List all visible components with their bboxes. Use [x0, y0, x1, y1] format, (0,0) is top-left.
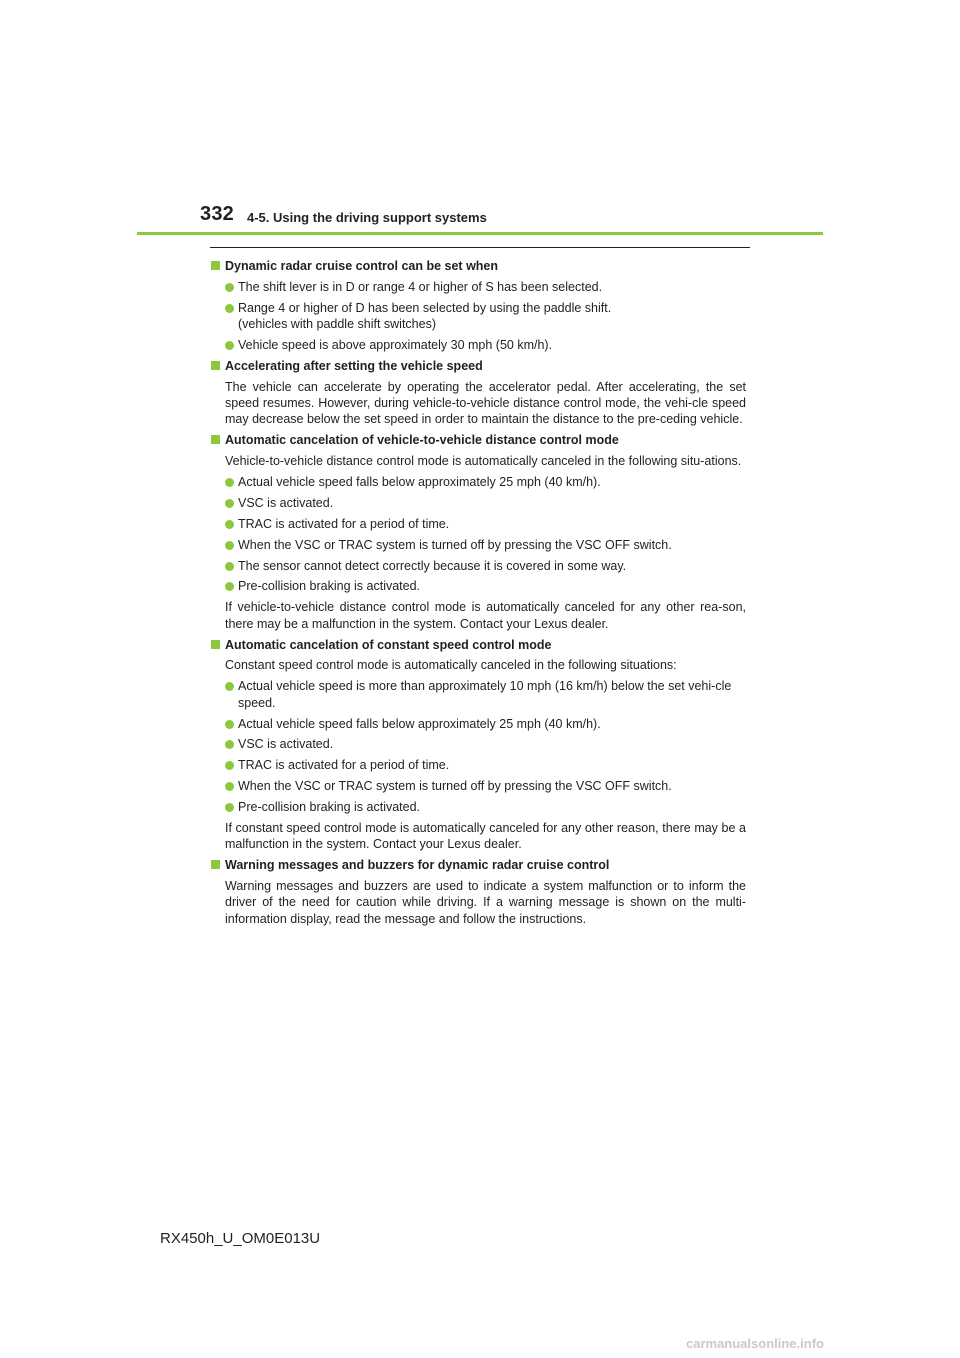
- bullet-text: Pre-collision braking is activated.: [238, 800, 421, 815]
- heading-text: Automatic cancelation of constant speed control mode: [225, 637, 552, 652]
- heading-text: Dynamic radar cruise control can be set when: [225, 259, 499, 273]
- bullet-text: The shift lever is in D or range 4 or higher of S has been selected.: [238, 279, 603, 294]
- para-text: The vehicle can accelerate by operating the accelerator pedal. After accelerating, the set speed resumes. However, during vehicle-to-vehicle distance control mode, the vehi-cle speed may decrease below the set speed in order to maintain the distance to the pre-ceding vehicle.: [225, 379, 746, 427]
- circle-bullet-icon: [225, 499, 234, 508]
- bullet-text: The sensor cannot detect correctly because it is covered in some way.: [238, 558, 627, 573]
- circle-bullet-icon: [225, 478, 234, 487]
- bullet-text: VSC is activated.: [238, 495, 334, 510]
- square-bullet-icon: [211, 261, 220, 270]
- circle-bullet-icon: [225, 562, 234, 571]
- section-heading: [210, 358, 746, 374]
- paragraph: [210, 878, 746, 927]
- bullet-item: [210, 516, 746, 532]
- paragraph: [210, 453, 746, 469]
- square-bullet-icon: [211, 361, 220, 370]
- bullet-item: [210, 736, 746, 752]
- bullet-item: [210, 678, 746, 711]
- section-heading: [210, 637, 746, 653]
- bullet-item: [210, 495, 746, 511]
- circle-bullet-icon: [225, 720, 234, 729]
- bullet-item: [210, 558, 746, 574]
- watermark: carmanualsonline.info: [686, 1336, 824, 1351]
- bullet-item: [210, 537, 746, 553]
- bullet-item: [210, 799, 746, 815]
- heading-text: Accelerating after setting the vehicle speed: [225, 358, 483, 373]
- section-heading: [210, 258, 746, 274]
- bullet-text: When the VSC or TRAC system is turned off by pressing the VSC OFF switch.: [238, 537, 672, 552]
- bullet-text: Actual vehicle speed is more than approximately 10 mph (16 km/h) below the set vehi-cle speed.: [238, 679, 732, 710]
- circle-bullet-icon: [225, 582, 234, 591]
- document-code: RX450h_U_OM0E013U: [160, 1230, 321, 1247]
- content-body: [210, 258, 746, 932]
- bullet-text: TRAC is activated for a period of time.: [238, 758, 450, 773]
- bullet-text: Pre-collision braking is activated.: [238, 579, 421, 594]
- bullet-text: VSC is activated.: [238, 737, 334, 752]
- para-text: Vehicle-to-vehicle distance control mode is automatically canceled in the following situ-ations.: [225, 454, 742, 469]
- bullet-text: Actual vehicle speed falls below approximately 25 mph (40 km/h).: [238, 716, 601, 731]
- bullet-item: [210, 337, 746, 353]
- circle-bullet-icon: [225, 341, 234, 350]
- circle-bullet-icon: [225, 803, 234, 812]
- circle-bullet-icon: [225, 682, 234, 691]
- circle-bullet-icon: [225, 761, 234, 770]
- bullet-text: When the VSC or TRAC system is turned off by pressing the VSC OFF switch.: [238, 779, 672, 794]
- circle-bullet-icon: [225, 520, 234, 529]
- circle-bullet-icon: [225, 782, 234, 791]
- bullet-item: [210, 778, 746, 794]
- bullet-text: Actual vehicle speed falls below approximately 25 mph (40 km/h).: [238, 475, 601, 490]
- para-text: Constant speed control mode is automatically canceled in the following situations:: [225, 658, 677, 673]
- paragraph: [210, 657, 746, 673]
- circle-bullet-icon: [225, 541, 234, 550]
- section-heading: [210, 857, 746, 873]
- paragraph: [210, 379, 746, 428]
- para-text: Warning messages and buzzers are used to indicate a system malfunction or to inform the driver of the need for caution while driving. If a warning message is shown on the multi-information display, read the message and follow the instructions.: [225, 879, 746, 926]
- heading-text: Warning messages and buzzers for dynamic radar cruise control: [225, 858, 610, 873]
- bullet-item: [210, 757, 746, 773]
- para-text: If vehicle-to-vehicle distance control mode is automatically canceled for any other rea-son, there may be a malfunction in the system. Contact your Lexus dealer.: [225, 600, 746, 631]
- bullet-text: Vehicle speed is above approximately 30 mph (50 km/h).: [238, 337, 553, 352]
- circle-bullet-icon: [225, 304, 234, 313]
- square-bullet-icon: [211, 435, 220, 444]
- paragraph: [210, 820, 746, 853]
- paragraph: [210, 599, 746, 632]
- bullet-text: TRAC is activated for a period of time.: [238, 516, 450, 531]
- bullet-item: [210, 716, 746, 732]
- bullet-item: [210, 279, 746, 295]
- heading-text: Automatic cancelation of vehicle-to-vehicle distance control mode: [225, 433, 619, 448]
- section-heading: [210, 432, 746, 448]
- circle-bullet-icon: [225, 740, 234, 749]
- square-bullet-icon: [211, 640, 220, 649]
- content-rule: [210, 247, 750, 248]
- bullet-item: [210, 474, 746, 490]
- section-title: 4-5. Using the driving support systems: [247, 210, 487, 225]
- bullet-item: [210, 300, 746, 333]
- circle-bullet-icon: [225, 283, 234, 292]
- page-number: 332: [200, 203, 234, 225]
- para-text: If constant speed control mode is automatically canceled for any other reason, there may be a malfunction in the system. Contact your Lexus dealer.: [225, 820, 746, 852]
- square-bullet-icon: [211, 860, 220, 869]
- bullet-text: Range 4 or higher of D has been selected by using the paddle shift. (vehicles with paddle shift switches): [238, 300, 612, 332]
- header-rule: [137, 232, 823, 235]
- bullet-item: [210, 578, 746, 594]
